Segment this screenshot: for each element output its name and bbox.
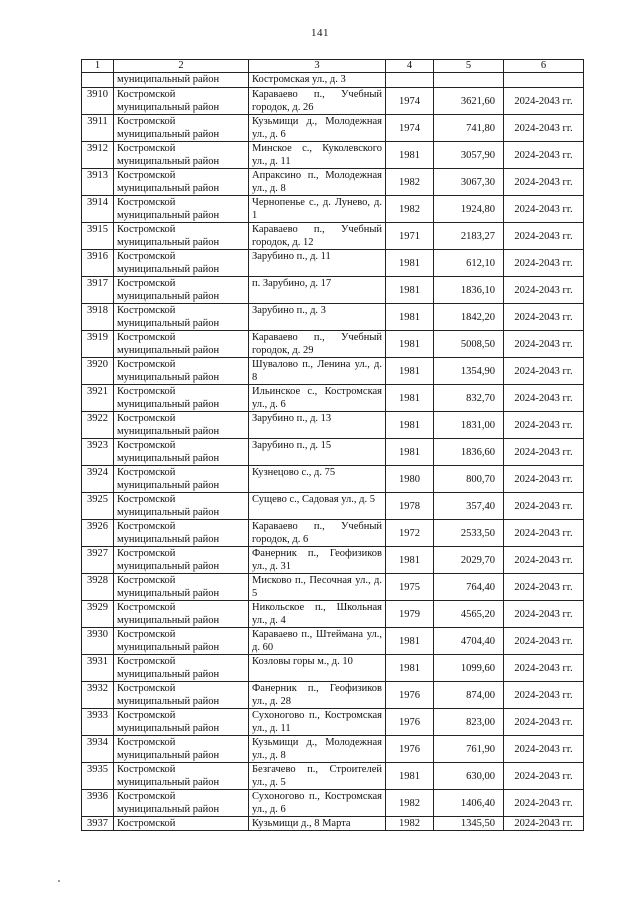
area-cell: 874,00 (434, 682, 504, 709)
period-cell: 2024-2043 гг. (504, 277, 584, 304)
address-cell: Безгачево п., Строителей ул., д. 5 (249, 763, 386, 790)
district-name: Костромской (117, 224, 176, 235)
address-cell: Фанерник п., Геофизиков ул., д. 28 (249, 682, 386, 709)
table-row (82, 277, 584, 304)
year-cell: 1981 (386, 304, 434, 331)
area-cell: 4704,40 (434, 628, 504, 655)
area-cell: 5008,50 (434, 331, 504, 358)
district-type: муниципальный район (117, 723, 220, 734)
area-cell: 1099,60 (434, 655, 504, 682)
address-cell: Зарубино п., д. 11 (249, 250, 386, 277)
period-cell: 2024-2043 гг. (504, 709, 584, 736)
address-cell: Сухоногово п., Костромская ул., д. 11 (249, 709, 386, 736)
table-row (82, 250, 584, 277)
row-number-cell: 3933 (82, 709, 114, 736)
district-cell (114, 520, 249, 547)
table-row (82, 196, 584, 223)
scan-speck (58, 880, 60, 882)
table-row (82, 601, 584, 628)
period-cell: 2024-2043 гг. (504, 601, 584, 628)
column-header: 4 (386, 60, 434, 73)
period-cell: 2024-2043 гг. (504, 331, 584, 358)
table-row (82, 304, 584, 331)
address-cell: Сущево с., Садовая ул., д. 5 (249, 493, 386, 520)
area-cell: 2533,50 (434, 520, 504, 547)
table-body (82, 60, 584, 831)
district-type: муниципальный район (117, 507, 220, 518)
district-cell (114, 574, 249, 601)
address-cell: Апраксино п., Молодежная ул., д. 8 (249, 169, 386, 196)
district-type: муниципальный район (117, 615, 220, 626)
district-type: муниципальный район (117, 291, 220, 302)
period-cell: 2024-2043 гг. (504, 763, 584, 790)
address-cell: Караваево п., Учебный городок, д. 29 (249, 331, 386, 358)
period-cell: 2024-2043 гг. (504, 790, 584, 817)
period-cell: 2024-2043 гг. (504, 115, 584, 142)
year-cell: 1978 (386, 493, 434, 520)
period-cell: 2024-2043 гг. (504, 493, 584, 520)
address-cell: Кузьмищи д., 8 Марта (249, 817, 386, 831)
table-row (82, 790, 584, 817)
area-cell: 764,40 (434, 574, 504, 601)
period-cell: 2024-2043 гг. (504, 250, 584, 277)
district-name: Костромской (117, 116, 176, 127)
district-cell (114, 763, 249, 790)
district-cell (114, 790, 249, 817)
district-name: Костромской (117, 413, 176, 424)
period-cell: 2024-2043 гг. (504, 142, 584, 169)
table-row (82, 385, 584, 412)
table-row (82, 466, 584, 493)
year-cell: 1979 (386, 601, 434, 628)
row-number-cell: 3916 (82, 250, 114, 277)
year-cell: 1982 (386, 196, 434, 223)
table-row (82, 655, 584, 682)
table-row (82, 574, 584, 601)
area-cell: 823,00 (434, 709, 504, 736)
area-cell: 1842,20 (434, 304, 504, 331)
district-cell (114, 628, 249, 655)
period-cell: 2024-2043 гг. (504, 547, 584, 574)
table-row (82, 358, 584, 385)
district-type: муниципальный район (117, 561, 220, 572)
period-cell: 2024-2043 гг. (504, 304, 584, 331)
district-cell (114, 142, 249, 169)
period-cell: 2024-2043 гг. (504, 628, 584, 655)
period-cell: 2024-2043 гг. (504, 439, 584, 466)
table-row (82, 520, 584, 547)
period-cell: 2024-2043 гг. (504, 385, 584, 412)
district-cell (114, 196, 249, 223)
area-cell: 3067,30 (434, 169, 504, 196)
year-cell: 1981 (386, 547, 434, 574)
column-header-row (82, 60, 584, 73)
row-number-cell: 3923 (82, 439, 114, 466)
district-cell (114, 655, 249, 682)
table-row (82, 331, 584, 358)
period-cell: 2024-2043 гг. (504, 358, 584, 385)
district-type: муниципальный район (117, 318, 220, 329)
district-name: Костромской (117, 467, 176, 478)
row-number-cell: 3926 (82, 520, 114, 547)
district-type: муниципальный район (117, 345, 220, 356)
table-row (82, 709, 584, 736)
table-row (82, 736, 584, 763)
year-cell: 1981 (386, 358, 434, 385)
year-cell: 1972 (386, 520, 434, 547)
district-name: Костромской (117, 440, 176, 451)
district-type: муниципальный район (117, 237, 220, 248)
row-number-cell: 3930 (82, 628, 114, 655)
address-cell: Зарубино п., д. 15 (249, 439, 386, 466)
area-cell: 1406,40 (434, 790, 504, 817)
district-type: муниципальный район (117, 102, 220, 113)
address-cell: Кузьмищи д., Молодежная ул., д. 8 (249, 736, 386, 763)
district-type: муниципальный район (117, 156, 220, 167)
area-cell: 832,70 (434, 385, 504, 412)
district-cell (114, 736, 249, 763)
district-type: муниципальный район (117, 183, 220, 194)
district-cell (114, 115, 249, 142)
address-cell: Ильинское с., Костромская ул., д. 6 (249, 385, 386, 412)
district-name: Костромской (117, 197, 176, 208)
area-cell: 4565,20 (434, 601, 504, 628)
row-number-cell: 3937 (82, 817, 114, 831)
row-number-cell: 3914 (82, 196, 114, 223)
area-cell: 630,00 (434, 763, 504, 790)
district-cell (114, 466, 249, 493)
row-number-cell: 3928 (82, 574, 114, 601)
year-cell: 1981 (386, 385, 434, 412)
district-name: Костромской (117, 683, 176, 694)
address-cell: Минское с., Куколевского ул., д. 11 (249, 142, 386, 169)
district-type: муниципальный район (117, 426, 220, 437)
area-cell: 2029,70 (434, 547, 504, 574)
period-cell: 2024-2043 гг. (504, 520, 584, 547)
district-name: Костромской (117, 710, 176, 721)
period-cell: 2024-2043 гг. (504, 196, 584, 223)
year-cell: 1971 (386, 223, 434, 250)
district-type: муниципальный район (117, 669, 220, 680)
district-cell (114, 682, 249, 709)
district-cell (114, 277, 249, 304)
row-number-cell (82, 73, 114, 88)
period-cell (504, 73, 584, 88)
column-header: 3 (249, 60, 386, 73)
district-name: Костромской (117, 386, 176, 397)
row-number-cell: 3917 (82, 277, 114, 304)
row-number-cell: 3921 (82, 385, 114, 412)
period-cell: 2024-2043 гг. (504, 682, 584, 709)
district-cell (114, 223, 249, 250)
row-number-cell: 3919 (82, 331, 114, 358)
district-cell (114, 88, 249, 115)
housing-registry-table (81, 59, 584, 831)
district-type: муниципальный район (117, 642, 220, 653)
address-cell: Мисково п., Песочная ул., д. 5 (249, 574, 386, 601)
row-number-cell: 3927 (82, 547, 114, 574)
table-row (82, 169, 584, 196)
row-number-cell: 3913 (82, 169, 114, 196)
continuation-row (82, 73, 584, 88)
district-type: муниципальный район (117, 264, 220, 275)
table-row (82, 682, 584, 709)
row-number-cell: 3912 (82, 142, 114, 169)
district-type: муниципальный район (117, 372, 220, 383)
year-cell: 1981 (386, 655, 434, 682)
district-name: Костромской (117, 521, 176, 532)
district-cell (114, 547, 249, 574)
year-cell: 1980 (386, 466, 434, 493)
period-cell: 2024-2043 гг. (504, 736, 584, 763)
table-row (82, 223, 584, 250)
year-cell: 1974 (386, 88, 434, 115)
year-cell: 1982 (386, 817, 434, 831)
area-cell: 3621,60 (434, 88, 504, 115)
period-cell: 2024-2043 гг. (504, 817, 584, 831)
area-cell: 1354,90 (434, 358, 504, 385)
district-name: Костромской (117, 332, 176, 343)
district-cell (114, 304, 249, 331)
district-cell: муниципальный район (114, 73, 249, 88)
district-cell (114, 358, 249, 385)
district-cell (114, 169, 249, 196)
area-cell: 357,40 (434, 493, 504, 520)
year-cell: 1981 (386, 628, 434, 655)
address-cell: Караваево п., Штеймана ул., д. 60 (249, 628, 386, 655)
column-header: 1 (82, 60, 114, 73)
district-cell (114, 709, 249, 736)
row-number-cell: 3925 (82, 493, 114, 520)
row-number-cell: 3915 (82, 223, 114, 250)
area-cell: 2183,27 (434, 223, 504, 250)
period-cell: 2024-2043 гг. (504, 169, 584, 196)
address-cell: Шувалово п., Ленина ул., д. 8 (249, 358, 386, 385)
year-cell (386, 73, 434, 88)
district-cell (114, 439, 249, 466)
district-type: муниципальный район (117, 696, 220, 707)
area-cell: 1924,80 (434, 196, 504, 223)
district-cell (114, 601, 249, 628)
address-cell: Зарубино п., д. 3 (249, 304, 386, 331)
year-cell: 1981 (386, 331, 434, 358)
row-number-cell: 3922 (82, 412, 114, 439)
district-name: Костромской (117, 629, 176, 640)
district-type: муниципальный район (117, 129, 220, 140)
period-cell: 2024-2043 гг. (504, 88, 584, 115)
year-cell: 1981 (386, 763, 434, 790)
district-type: муниципальный район (117, 534, 220, 545)
district-name: Костромской (117, 602, 176, 613)
year-cell: 1981 (386, 439, 434, 466)
district-name: Костромской (117, 278, 176, 289)
address-cell: Сухоногово п., Костромская ул., д. 6 (249, 790, 386, 817)
year-cell: 1976 (386, 682, 434, 709)
row-number-cell: 3936 (82, 790, 114, 817)
period-cell: 2024-2043 гг. (504, 574, 584, 601)
address-cell: Кузнецово с., д. 75 (249, 466, 386, 493)
address-cell: Караваево п., Учебный городок, д. 26 (249, 88, 386, 115)
table-row (82, 115, 584, 142)
address-cell: Зарубино п., д. 13 (249, 412, 386, 439)
row-number-cell: 3932 (82, 682, 114, 709)
row-number-cell: 3929 (82, 601, 114, 628)
period-cell: 2024-2043 гг. (504, 466, 584, 493)
row-number-cell: 3934 (82, 736, 114, 763)
district-name: Костромской (117, 548, 176, 559)
year-cell: 1981 (386, 412, 434, 439)
district-type: муниципальный район (117, 750, 220, 761)
table-row (82, 88, 584, 115)
row-number-cell: 3931 (82, 655, 114, 682)
district-cell (114, 250, 249, 277)
table-row (82, 439, 584, 466)
district-name: Костромской (117, 359, 176, 370)
address-cell: Караваево п., Учебный городок, д. 6 (249, 520, 386, 547)
period-cell: 2024-2043 гг. (504, 655, 584, 682)
district-name: Костромской (117, 305, 176, 316)
area-cell: 3057,90 (434, 142, 504, 169)
year-cell: 1982 (386, 790, 434, 817)
address-cell: Караваево п., Учебный городок, д. 12 (249, 223, 386, 250)
period-cell: 2024-2043 гг. (504, 412, 584, 439)
area-cell: 1345,50 (434, 817, 504, 831)
district-type: муниципальный район (117, 588, 220, 599)
district-type: муниципальный район (117, 210, 220, 221)
year-cell: 1981 (386, 277, 434, 304)
address-cell: Козловы горы м., д. 10 (249, 655, 386, 682)
district-cell (114, 412, 249, 439)
district-name: Костромской (117, 656, 176, 667)
row-number-cell: 3935 (82, 763, 114, 790)
address-cell: Чернопенье с., д. Лунево, д. 1 (249, 196, 386, 223)
area-cell (434, 73, 504, 88)
district-name: Костромской (117, 251, 176, 262)
year-cell: 1981 (386, 142, 434, 169)
area-cell: 1836,10 (434, 277, 504, 304)
district-name: Костромской (117, 89, 176, 100)
year-cell: 1975 (386, 574, 434, 601)
district-name: Костромской (117, 737, 176, 748)
table-row (82, 493, 584, 520)
district-cell (114, 493, 249, 520)
area-cell: 741,80 (434, 115, 504, 142)
district-name: Костромской (117, 764, 176, 775)
district-name: Костромской (117, 494, 176, 505)
district-name: Костромской (117, 170, 176, 181)
address-cell: п. Зарубино, д. 17 (249, 277, 386, 304)
column-header: 6 (504, 60, 584, 73)
table-row (82, 412, 584, 439)
address-cell: Костромская ул., д. 3 (249, 73, 386, 88)
district-name: Костромской (117, 791, 176, 802)
table-row (82, 142, 584, 169)
district-name: Костромской (117, 575, 176, 586)
area-cell: 612,10 (434, 250, 504, 277)
table-row (82, 763, 584, 790)
address-cell: Никольское п., Школьная ул., д. 4 (249, 601, 386, 628)
table-row (82, 817, 584, 831)
period-cell: 2024-2043 гг. (504, 223, 584, 250)
year-cell: 1981 (386, 250, 434, 277)
address-cell: Кузьмищи д., Молодежная ул., д. 6 (249, 115, 386, 142)
district-type: муниципальный район (117, 777, 220, 788)
district-type: муниципальный район (117, 480, 220, 491)
table-row (82, 628, 584, 655)
district-cell: Костромской (114, 817, 249, 831)
row-number-cell: 3920 (82, 358, 114, 385)
district-type: муниципальный район (117, 804, 220, 815)
address-cell: Фанерник п., Геофизиков ул., д. 31 (249, 547, 386, 574)
year-cell: 1982 (386, 169, 434, 196)
district-type: муниципальный район (117, 453, 220, 464)
district-type: муниципальный район (117, 399, 220, 410)
district-cell (114, 331, 249, 358)
row-number-cell: 3911 (82, 115, 114, 142)
row-number-cell: 3918 (82, 304, 114, 331)
year-cell: 1976 (386, 736, 434, 763)
column-header: 5 (434, 60, 504, 73)
column-header: 2 (114, 60, 249, 73)
area-cell: 1836,60 (434, 439, 504, 466)
year-cell: 1976 (386, 709, 434, 736)
table-row (82, 547, 584, 574)
row-number-cell: 3910 (82, 88, 114, 115)
area-cell: 761,90 (434, 736, 504, 763)
year-cell: 1974 (386, 115, 434, 142)
district-name: Костромской (117, 143, 176, 154)
row-number-cell: 3924 (82, 466, 114, 493)
district-cell (114, 385, 249, 412)
area-cell: 800,70 (434, 466, 504, 493)
page-number: 141 (311, 27, 329, 39)
area-cell: 1831,00 (434, 412, 504, 439)
